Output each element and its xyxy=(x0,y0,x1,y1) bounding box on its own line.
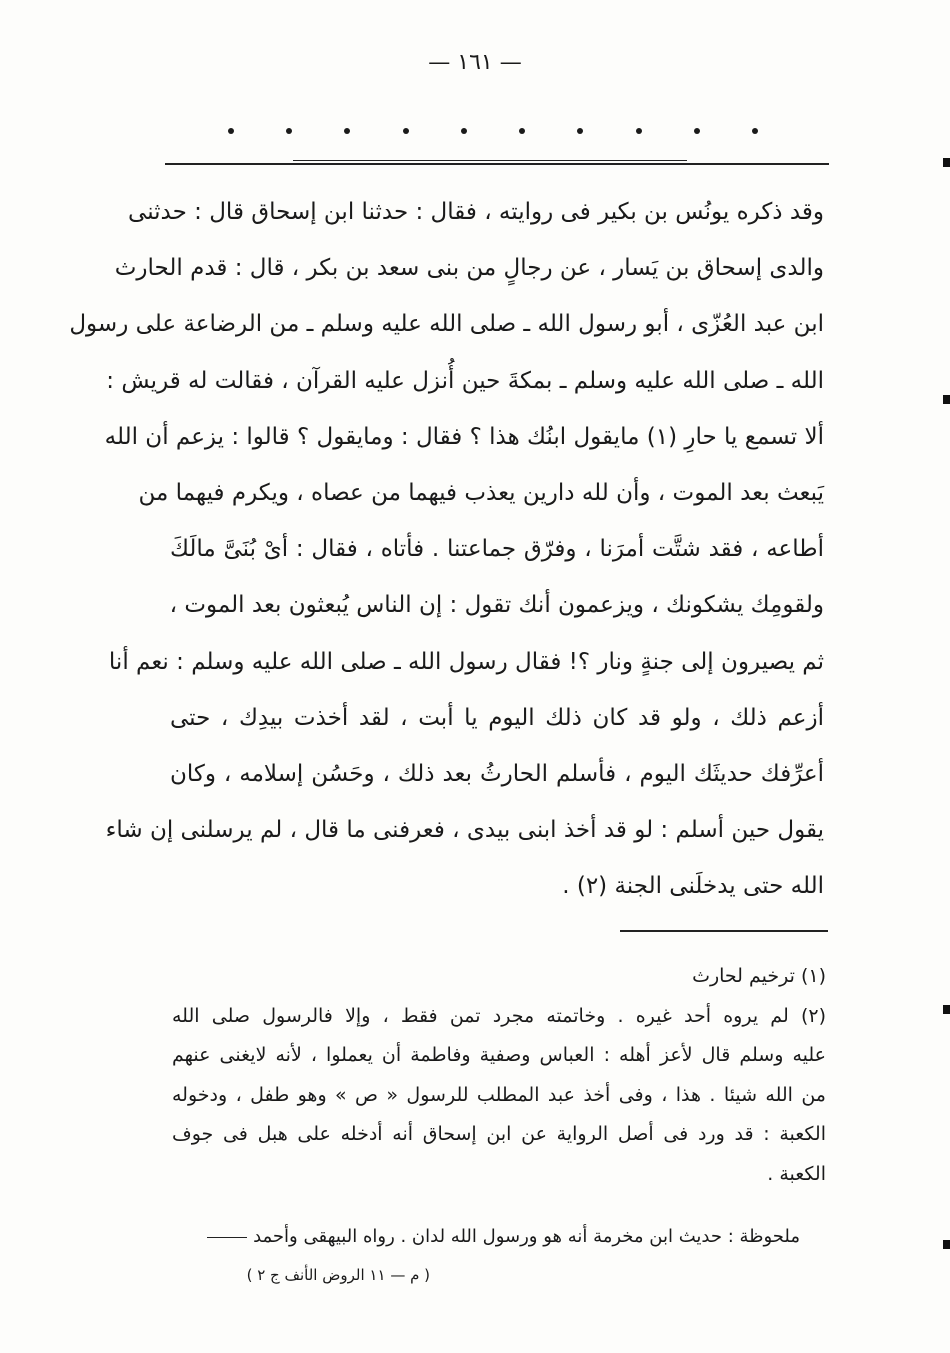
text-line: ثم يصيرون إلى جنةٍ ونار ؟! فقال رسول الله ـ صلى الله عليه وسلم : نعم أنا xyxy=(108,648,824,675)
page-number: — ١٦١ — xyxy=(428,50,522,75)
scan-edge-mark xyxy=(943,158,950,167)
scan-edge-mark xyxy=(943,395,950,404)
header-rule-inner xyxy=(293,160,687,161)
note-text: ملحوظة : حديث ابن مخرمة أنه هو ورسول الله لدان . رواه البيهقى وأحمد xyxy=(253,1226,800,1247)
footnote-line: (١) ترخيم لحارث xyxy=(692,965,826,987)
main-text xyxy=(69,184,824,915)
note-strike xyxy=(207,1237,247,1238)
ornament-dot xyxy=(228,128,234,134)
footnote-line: (٢) لم يروه أحد غيره . وخاتمته مجرد تمن فقط ، وإلا فالرسول صلى الله xyxy=(172,1004,826,1027)
ornament-dots xyxy=(228,128,758,134)
ornament-dot xyxy=(636,128,642,134)
text-line: وقد ذكره يونُس بن بكير فى روايته ، فقال : حدثنا ابن إسحاق قال : حدثنى xyxy=(128,199,824,225)
text-line: ألا تسمع يا حارِ (١) مايقول ابنُك هذا ؟ فقال : ومايقول ؟ قالوا : يزعم أن الله xyxy=(104,423,824,450)
ornament-dot xyxy=(519,128,525,134)
header-rule xyxy=(165,163,829,165)
ornament-dot xyxy=(694,128,700,134)
text-line: أزعم ذلك ، ولو قد كان ذلك اليوم يا أبت ، لقد أخذت بيدِك ، حتى xyxy=(170,704,824,731)
footnote-line: الكعبة . xyxy=(767,1162,826,1185)
ornament-dot xyxy=(577,128,583,134)
handwritten-note xyxy=(160,1226,800,1247)
text-line: أعرِّفك حديثَك اليوم ، فأسلم الحارثُ بعد ذلك ، وحَسُن إسلامه ، وكان xyxy=(170,761,824,788)
text-line: الله حتى يدخلَنى الجنة (٢) . xyxy=(562,873,824,900)
footnote-line: الكعبة : قد ورد فى أصل الرواية عن ابن إسحاق أنه أدخله على هبل فى جوف xyxy=(172,1123,826,1145)
ornament-dot xyxy=(752,128,758,134)
footnotes xyxy=(172,957,826,1194)
ornament-dot xyxy=(286,128,292,134)
footnote-rule xyxy=(620,930,828,932)
text-line: الله ـ صلى الله عليه وسلم ـ بمكةَ حين أُنزل عليه القرآن ، فقالت له قريش : xyxy=(106,367,824,394)
text-line: والدى إسحاق بن يَسار ، عن رجالٍ من بنى سعد بن بكر ، قال : قدم الحارث xyxy=(114,255,824,282)
footnote-line: عليه وسلم قال لأعز أهله : العباس وصفية وفاطمة أن يعملوا ، لأنه لايغنى عنهم xyxy=(172,1044,826,1066)
text-line: ولقومِك يشكونك ، ويزعمون أنك تقول : إن الناس يُبعثون بعد الموت ، xyxy=(169,592,824,619)
text-line: يَبعث بعد الموت ، وأن لله دارين يعذب فيهما من عصاه ، ويكرم فيهما من xyxy=(138,480,824,507)
edition-line: ( م — ١١ الروض الأنف ج ٢ ) xyxy=(246,1266,430,1284)
text-line: يقول حين أسلم : لو قد أخذ ابنى بيدى ، فعرفنى ما قال ، لم يرسلنى إن شاء xyxy=(105,817,824,844)
ornament-dot xyxy=(344,128,350,134)
ornament-dot xyxy=(403,128,409,134)
text-line: ابن عبد العُزّى ، أبو رسول الله ـ صلى الله عليه وسلم ـ من الرضاعة على رسول xyxy=(69,311,824,338)
text-line: أطاعه ، فقد شتَّت أمرَنا ، وفرّق جماعتنا . فأتاه ، فقال : أىْ بُنَىَّ مالَكَ xyxy=(170,536,824,563)
footnote-line: من الله شيئا . هذا ، وفى أخذ عبد المطلب للرسول « ص » وهو طفل ، ودخوله xyxy=(172,1083,826,1106)
ornament-dot xyxy=(461,128,467,134)
scan-edge-mark xyxy=(943,1005,950,1014)
scan-edge-mark xyxy=(943,1240,950,1249)
